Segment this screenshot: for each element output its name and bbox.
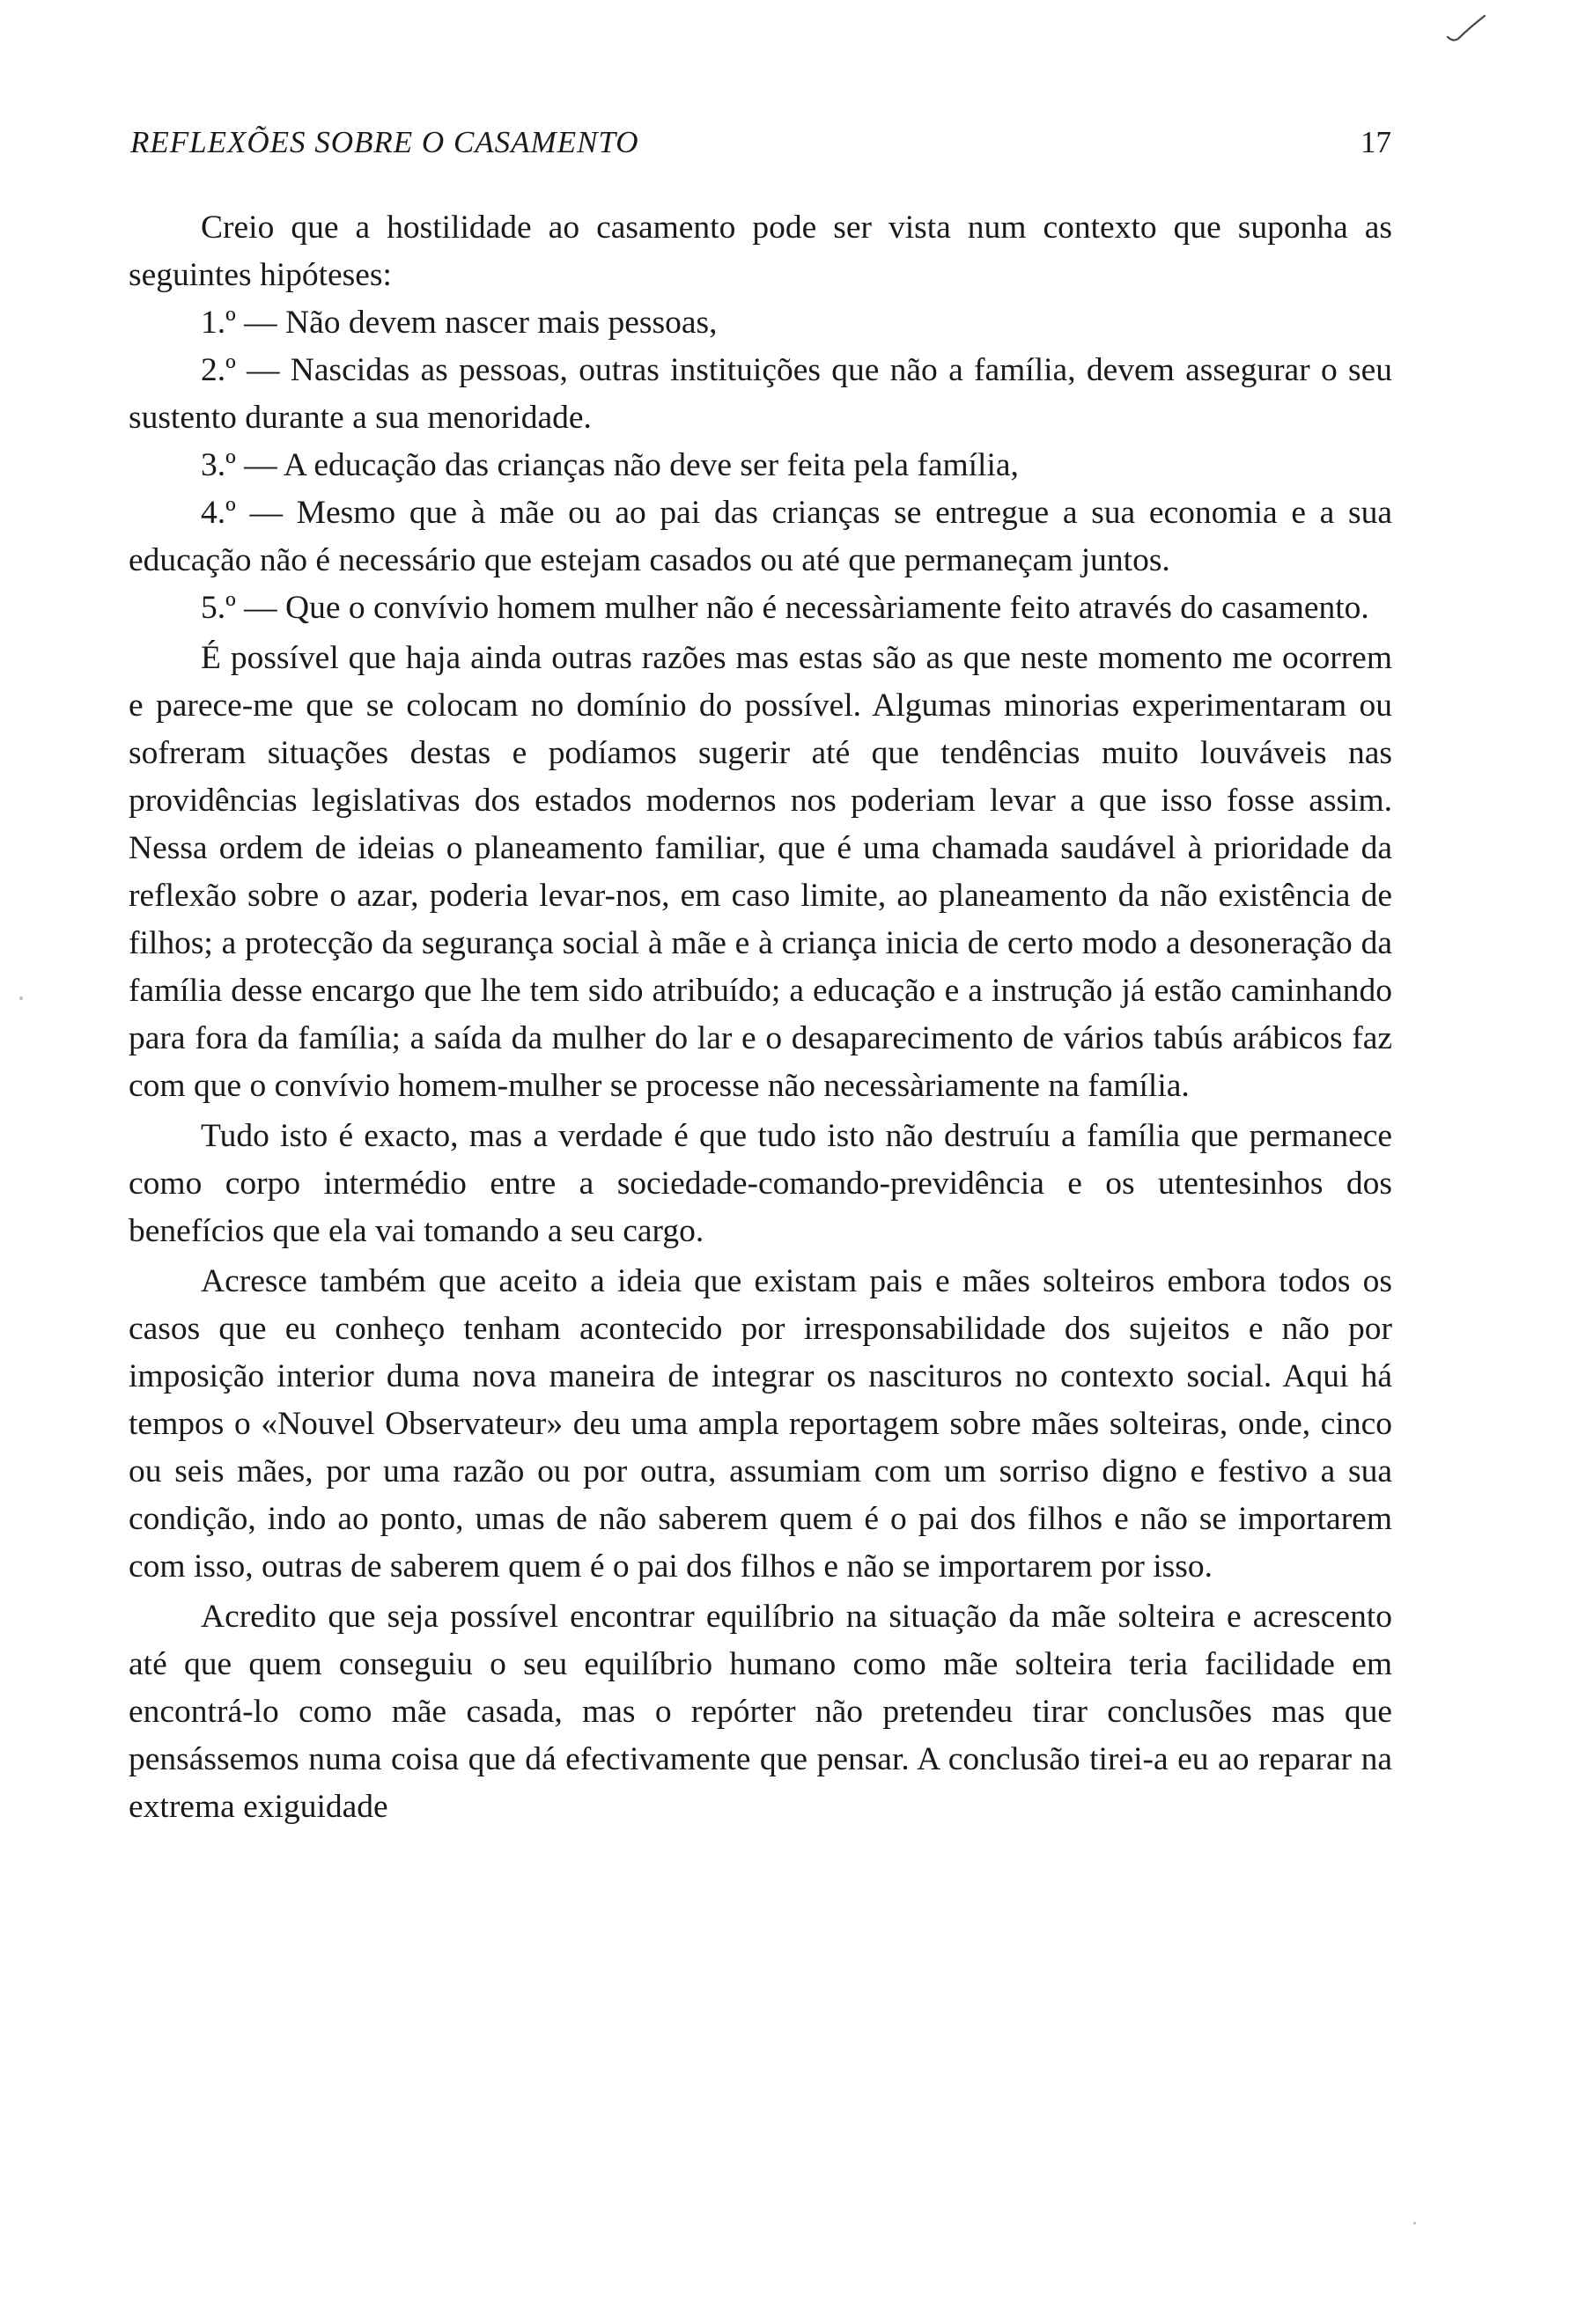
paragraph-hypothesis-1: 1.º — Não devem nascer mais pessoas, [201, 305, 718, 341]
paragraph-family-persists: Tudo isto é exacto, mas a verdade é que tudo isto não destruíu a família que permanece como corpo intermédio entre a sociedade-comando-previdência e os utentesinhos dos benefícios que ela vai tomando a seu cargo. [129, 1118, 1392, 1249]
paragraph-intro: Creio que a hostilidade ao casamento pode ser vista num contexto que suponha as seguintes hipóteses: [129, 210, 1392, 293]
paragraph-equilibrium: Acredito que seja possível encontrar equilíbrio na situação da mãe solteira e acrescento até que quem conseguiu o seu equilíbrio humano como mãe solteira teria facilidade em encontrá-lo como mãe casada, mas o repórter não pretendeu tirar conclusões mas que pensássemos numa coisa que dá efectivamente que pensar. A conclusão tirei-a eu ao reparar na extrema exiguidade [129, 1599, 1392, 1825]
body-text [129, 204, 1392, 1831]
paragraph-single-parents: Acresce também que aceito a ideia que existam pais e mães solteiros embora todos os casos que eu conheço tenham acontecido por irresponsabilidade dos sujeitos e não por imposição interior duma nova maneira de integrar os nascituros no contexto social. Aqui há tempos o «Nouvel Observateur» deu uma ampla reportagem sobre mães solteiras, onde, cinco ou seis mães, por uma razão ou por outra, assumiam com um sorriso digno e festivo a sua condição, indo ao ponto, umas de não saberem quem é o pai dos filhos e não se importarem com isso, outras de saberem quem é o pai dos filhos e não se importarem por isso. [129, 1263, 1392, 1585]
paragraph-hypothesis-5: 5.º — Que o convívio homem mulher não é necessàriamente feito através do casamento. [201, 590, 1369, 626]
paragraph-possible-reasons: É possível que haja ainda outras razões mas estas são as que neste momento me ocorrem e parece-me que se colocam no domínio do possível. Algumas minorias experimentaram ou sofreram situações destas e podíamos sugerir até que tendências muito louváveis nas providências legislativas dos estados modernos nos poderiam levar a que isso fosse assim. Nessa ordem de ideias o planeamento familiar, que é uma chamada saudável à prioridade da reflexão sobre o azar, poderia levar-nos, em caso limite, ao planeamento da não existência de filhos; a protecção da segurança social à mãe e à criança inicia de certo modo a desoneração da família desse encargo que lhe tem sido atribuído; a educação e a instrução já estão caminhando para fora da família; a saída da mulher do lar e o desaparecimento de vários tabús arábicos faz com que o convívio homem-mulher se processe não necessàriamente na família. [129, 640, 1392, 1104]
page-number: 17 [1360, 125, 1391, 159]
paper-speck [19, 997, 23, 1000]
paragraph-hypothesis-4: 4.º — Mesmo que à mãe ou ao pai das crianças se entregue a sua economia e a sua educação não é necessário que estejam casados ou até que permaneçam juntos. [129, 495, 1392, 578]
running-header [130, 125, 1391, 169]
paper-speck [1413, 2222, 1416, 2225]
running-title: REFLEXÕES SOBRE O CASAMENTO [130, 125, 639, 159]
check-mark-icon [1444, 12, 1488, 48]
paragraph-hypothesis-2: 2.º — Nascidas as pessoas, outras instituições que não a família, devem assegurar o seu sustento durante a sua menoridade. [129, 352, 1392, 436]
paragraph-hypothesis-3: 3.º — A educação das crianças não deve ser feita pela família, [201, 447, 1019, 483]
